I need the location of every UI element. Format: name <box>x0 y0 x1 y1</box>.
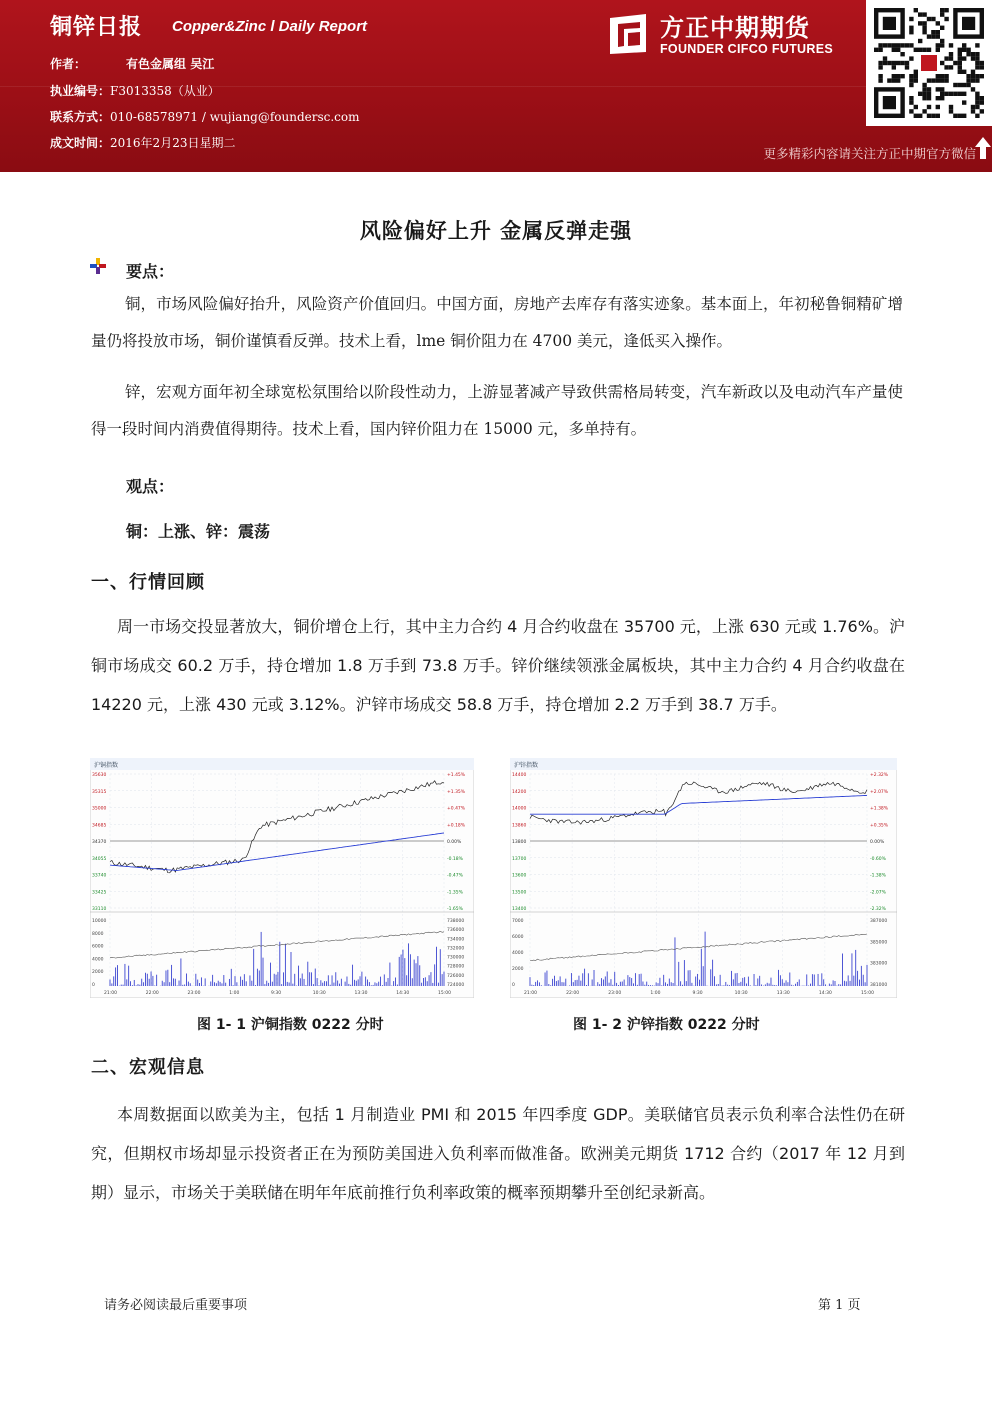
zinc-intraday-chart <box>510 758 897 998</box>
section-market-review-heading: 一、行情回顾 <box>91 572 205 593</box>
copper-paragraph: 铜，市场风险偏好抬升，风险资产价值回归。中国方面，房地产去库存有落实迹象。基本面上，年初秘鲁铜精矿增量仍将投放市场，铜价谨慎看反弹。技术上看，lme 铜价阻力在 4700 美元，逢低买入操作。 <box>91 295 903 350</box>
volume-tick-label: 8000 <box>92 931 104 937</box>
time-tick-label: 15:00 <box>438 991 451 996</box>
volume-tick-label: 2000 <box>512 967 524 972</box>
percent-tick-label: +1.38% <box>870 806 889 812</box>
open-interest-tick-label: 385000 <box>870 940 888 946</box>
contact-label: 联系方式： <box>50 110 111 124</box>
time-tick-label: 9:30 <box>692 991 703 996</box>
time-tick-label: 15:00 <box>861 991 874 996</box>
license-row <box>50 82 220 99</box>
qr-code <box>866 0 992 126</box>
author-row <box>50 55 214 72</box>
zinc-chart-caption: 图 1- 2 沪锌指数 0222 分时 <box>573 1017 760 1033</box>
document-title: 风险偏好上升 金属反弹走强 <box>359 219 633 243</box>
time-tick-label: 14:30 <box>396 991 410 996</box>
time-tick-label: 10:30 <box>734 991 748 996</box>
price-tick-label: 14400 <box>512 773 527 778</box>
open-interest-tick-label: 730000 <box>447 955 465 961</box>
time-tick-label: 23:00 <box>187 991 201 996</box>
percent-tick-label: -1.65% <box>447 907 463 912</box>
price-tick-label: 13400 <box>512 907 527 912</box>
price-tick-label: 35315 <box>92 789 107 795</box>
open-interest-tick-label: 726000 <box>447 973 465 979</box>
price-tick-label: 33425 <box>92 890 107 896</box>
percent-tick-label: +0.35% <box>870 823 889 829</box>
time-tick-label: 21:00 <box>104 991 117 996</box>
volume-tick-label: 10000 <box>92 919 107 924</box>
open-interest-tick-label: 728000 <box>447 964 465 970</box>
zinc-chart-svg <box>510 758 897 998</box>
page-number: 第 1 页 <box>818 1298 861 1313</box>
open-interest-tick-label: 734000 <box>447 937 465 943</box>
chart-header-bar <box>90 758 474 770</box>
date-row <box>50 134 235 151</box>
price-tick-label: 34055 <box>92 856 107 862</box>
copper-intraday-chart <box>90 758 474 998</box>
volume-tick-label: 0 <box>512 983 515 988</box>
percent-tick-label: +2.32% <box>870 773 889 778</box>
qr-code-icon <box>866 0 992 126</box>
section-macro-heading: 二、宏观信息 <box>91 1057 205 1078</box>
time-tick-label: 23:00 <box>608 991 622 996</box>
price-tick-label: 34685 <box>92 823 107 829</box>
time-tick-label: 22:00 <box>145 991 159 996</box>
open-interest-tick-label: 736000 <box>447 928 465 934</box>
price-tick-label: 13700 <box>512 856 527 862</box>
price-tick-label: 13600 <box>512 873 527 879</box>
macro-paragraph: 本周数据面以欧美为主，包括 1 月制造业 PMI 和 2015 年四季度 GDP。美联储官员表示负利率合法性仍在研究，但期权市场却显示投资者正在为预防美国进入负利率而做准备。欧洲美元期货 1712 合约（2017 年 12 月到期）显示，市场关于美联储在明年年底前推行负利率政策的概率预期攀升至创纪录新高。 <box>91 1105 905 1202</box>
price-tick-label: 35000 <box>92 806 107 812</box>
zinc-paragraph: 锌，宏观方面年初全球宽松氛围给以阶段性动力，上游显著减产导致供需格局转变，汽车新政以及电动汽车产量使得一段时间内消费值得期待。技术上看，国内锌价阻力在 15000 元，多单持有。 <box>91 383 903 438</box>
time-tick-label: 1:00 <box>650 991 661 996</box>
logo-icon <box>606 12 650 56</box>
volume-tick-label: 4000 <box>512 951 524 956</box>
time-tick-label: 14:30 <box>818 991 832 996</box>
author-label: 作者： <box>50 57 87 71</box>
percent-tick-label: -1.38% <box>870 873 886 879</box>
price-tick-label: 35630 <box>92 773 107 778</box>
price-tick-label: 13500 <box>512 890 527 896</box>
view-text: 铜：上涨、锌：震荡 <box>126 522 271 541</box>
price-tick-label: 33740 <box>92 873 107 879</box>
open-interest-tick-label: 724000 <box>447 983 465 988</box>
percent-tick-label: +1.45% <box>447 773 466 778</box>
volume-tick-label: 6000 <box>92 944 104 950</box>
percent-tick-label: -2.07% <box>870 890 886 896</box>
price-tick-label: 14000 <box>512 806 527 812</box>
time-tick-label: 1:00 <box>229 991 240 996</box>
percent-tick-label: -0.60% <box>870 856 886 862</box>
percent-tick-label: -2.32% <box>870 907 886 912</box>
price-tick-label: 14200 <box>512 789 527 795</box>
time-tick-label: 13:30 <box>354 991 368 996</box>
open-interest-tick-label: 732000 <box>447 946 465 952</box>
time-tick-label: 21:00 <box>524 991 537 996</box>
open-interest-tick-label: 387000 <box>870 919 888 924</box>
volume-tick-label: 6000 <box>512 935 524 940</box>
contact-row <box>50 108 360 125</box>
price-tick-label: 34370 <box>92 840 107 845</box>
price-tick-label: 13800 <box>512 840 527 845</box>
percent-tick-label: 0.00% <box>447 840 462 845</box>
copper-chart-svg <box>90 758 474 998</box>
author-value: 有色金属组 吴江 <box>126 57 215 71</box>
percent-tick-label: -1.35% <box>447 890 463 896</box>
time-tick-label: 9:30 <box>271 991 282 996</box>
chart-header-label: 沪锌指数 <box>514 762 539 769</box>
percent-tick-label: +0.47% <box>447 806 466 812</box>
date-value: 2016年2月23日星期二 <box>110 136 236 150</box>
view-label: 观点： <box>126 477 175 496</box>
price-tick-label: 13860 <box>512 823 527 829</box>
contact-value[interactable]: 010-68578971 / wujiang@foundersc.com <box>110 110 360 124</box>
license-value: F3013358（从业） <box>110 84 220 98</box>
report-subtitle: Copper&Zinc l Daily Report <box>172 18 368 35</box>
copper-chart-caption: 图 1- 1 沪铜指数 0222 分时 <box>197 1017 384 1033</box>
percent-tick-label: +0.18% <box>447 823 466 829</box>
price-tick-label: 33110 <box>92 907 107 912</box>
key-points-icon <box>90 258 106 274</box>
open-interest-tick-label: 381000 <box>870 983 888 988</box>
logo-chinese-name: 方正中期期货 <box>660 14 810 42</box>
percent-tick-label: -0.18% <box>447 856 463 862</box>
open-interest-tick-label: 383000 <box>870 961 888 967</box>
time-tick-label: 22:00 <box>566 991 580 996</box>
volume-tick-label: 0 <box>92 983 95 988</box>
key-points-label: 要点： <box>126 262 175 281</box>
volume-tick-label: 2000 <box>92 970 104 976</box>
follow-wechat-text: 更多精彩内容请关注方正中期官方微信 <box>763 146 976 161</box>
logo-english-name: FOUNDER CIFCO FUTURES <box>660 42 833 56</box>
percent-tick-label: +1.35% <box>447 789 466 795</box>
time-tick-label: 13:30 <box>776 991 790 996</box>
chart-background <box>510 758 897 998</box>
open-interest-tick-label: 738000 <box>447 919 465 924</box>
report-header <box>0 0 992 172</box>
chart-background <box>90 758 474 998</box>
market-review-paragraph: 周一市场交投显著放大，铜价增仓上行，其中主力合约 4 月合约收盘在 35700 元，上涨 630 元或 1.76%。沪铜市场成交 60.2 万手，持仓增加 1.8 万手到 73.8 万手。锌价继续领涨金属板块，其中主力合约 4 月合约收盘在 14220 元，上涨 430 元或 3.12%。沪锌市场成交 58.8 万手，持仓增加 2.2 万手到 38.7 万手。 <box>91 617 905 714</box>
time-tick-label: 10:30 <box>312 991 326 996</box>
footer-notice: 请务必阅读最后重要事项 <box>104 1298 248 1313</box>
chart-header-bar <box>510 758 897 770</box>
volume-tick-label: 7000 <box>512 919 524 924</box>
percent-tick-label: 0.00% <box>870 840 885 845</box>
volume-tick-label: 4000 <box>92 957 104 963</box>
date-label: 成文时间： <box>50 136 111 150</box>
percent-tick-label: -0.47% <box>447 873 463 879</box>
percent-tick-label: +2.07% <box>870 789 889 795</box>
chart-header-label: 沪铜指数 <box>94 762 119 769</box>
report-title: 铜锌日报 <box>50 15 143 40</box>
license-label: 执业编号： <box>50 84 111 98</box>
up-arrow-icon <box>974 136 992 160</box>
